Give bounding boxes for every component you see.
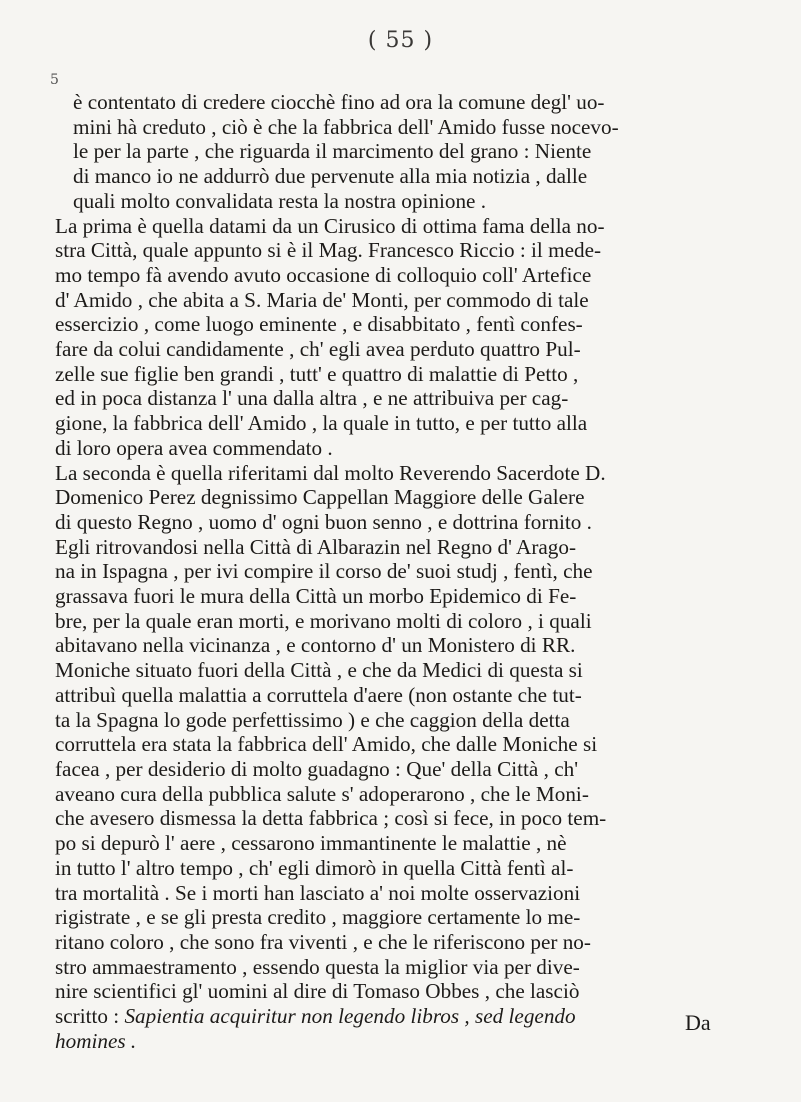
latin-quote: Sapientia acquiritur non legendo libros , sed legendo <box>124 1004 576 1029</box>
text-segment: scritto : <box>55 1004 125 1029</box>
text-line: ritano coloro , che sono fra viventi , e che le riferiscono per no- <box>55 929 591 954</box>
text-line: La seconda è quella riferitami dal molto Reverendo Sacerdote D. <box>55 460 606 485</box>
text-line: quali molto convalidata resta la nostra opinione . <box>73 188 487 213</box>
catchword: Da <box>685 1010 711 1035</box>
body-text <box>55 90 755 1053</box>
text-line: La prima è quella datami da un Cirusico di ottima fama della no- <box>55 213 605 238</box>
text-line: ed in poca distanza l' una dalla altra , e ne attribuiva per cag- <box>55 386 569 411</box>
text-line: le per la parte , che riguarda il marcimento del grano : Niente <box>73 139 592 164</box>
text-line: Egli ritrovandosi nella Città di Albarazin nel Regno d' Arago- <box>55 534 577 559</box>
text-line: di loro opera avea commendato . <box>55 435 333 460</box>
text-line: zelle sue figlie ben grandi , tutt' e quattro di malattie di Petto , <box>55 361 579 386</box>
text-line: na in Ispagna , per ivi compire il corso de' suoi studj , fentì, che <box>55 559 593 584</box>
text-line: di manco io ne addurrò due pervenute alla mia notizia , dalle <box>73 164 588 189</box>
text-line: stro ammaestramento , essendo questa la miglior via per dive- <box>55 954 580 979</box>
text-line: attribuì quella malattia a corruttela d'aere (non ostante che tut- <box>55 682 582 707</box>
text-line: rigistrate , e se gli presta credito , maggiore certamente lo me- <box>55 905 581 930</box>
text-line: mini hà creduto , ciò è che la fabbrica dell' Amido fusse nocevo- <box>73 114 619 139</box>
text-line: Domenico Perez degnissimo Cappellan Maggiore delle Galere <box>55 485 585 510</box>
text-line: in tutto l' altro tempo , ch' egli dimorò in quella Città fentì al- <box>55 855 574 880</box>
paragraph-first-account <box>55 214 755 461</box>
latin-quote-end: homines . <box>55 1028 137 1053</box>
text-line: che avesero dismessa la detta fabbrica ; così si fece, in poco tem- <box>55 806 607 831</box>
text-line: tra mortalità . Se i morti han lasciato a' noi molte osservazioni <box>55 880 581 905</box>
text-line: aveano cura della pubblica salute s' adoperarono , che le Moni- <box>55 781 589 806</box>
text-line: grassava fuori le mura della Città un morbo Epidemico di Fe- <box>55 584 577 609</box>
text-line: corruttela era stata la fabbrica dell' Amido, che dalle Moniche si <box>55 732 598 757</box>
text-line: abitavano nella vicinanza , e contorno d' un Monistero di RR. <box>55 633 576 658</box>
text-line: gione, la fabbrica dell' Amido , la quale in tutto, e per tutto alla <box>55 411 588 436</box>
paragraph-second-account <box>55 461 755 1054</box>
text-line: nire scientifici gl' uomini al dire di Tomaso Obbes , che lasciò <box>55 979 580 1004</box>
text-line: fare da colui candidamente , ch' egli avea perduto quattro Pul- <box>55 337 581 362</box>
text-line: Moniche situato fuori della Città , e che da Medici di questa si <box>55 658 583 683</box>
text-line: d' Amido , che abita a S. Maria de' Monti, per commodo di tale <box>55 287 589 312</box>
text-line: bre, per la quale eran morti, e morivano molti di coloro , i quali <box>55 608 592 633</box>
text-line: è contentato di credere ciocchè fino ad ora la comune degl' uo- <box>73 90 605 114</box>
paragraph-continuation <box>55 90 755 214</box>
text-line: di questo Regno , uomo d' ogni buon senno , e dottrina fornito . <box>55 509 592 534</box>
text-line: po si depurò l' aere , cessarono immantinente le malattie , nè <box>55 831 567 856</box>
signature-mark: 5 <box>50 72 59 88</box>
text-line <box>55 1004 755 1029</box>
text-line: stra Città, quale appunto si è il Mag. Francesco Riccio : il mede- <box>55 238 602 263</box>
text-line: facea , per desiderio di molto guadagno : Que' della Città , ch' <box>55 756 579 781</box>
text-line: ta la Spagna lo gode perfettissimo ) e che caggion della detta <box>55 707 570 732</box>
text-line: mo tempo fà avendo avuto occasione di colloquio coll' Artefice <box>55 262 592 287</box>
page-number: ( 55 ) <box>367 28 434 53</box>
text-line: essercizio , come luogo eminente , e disabbitato , fentì confes- <box>55 312 583 337</box>
